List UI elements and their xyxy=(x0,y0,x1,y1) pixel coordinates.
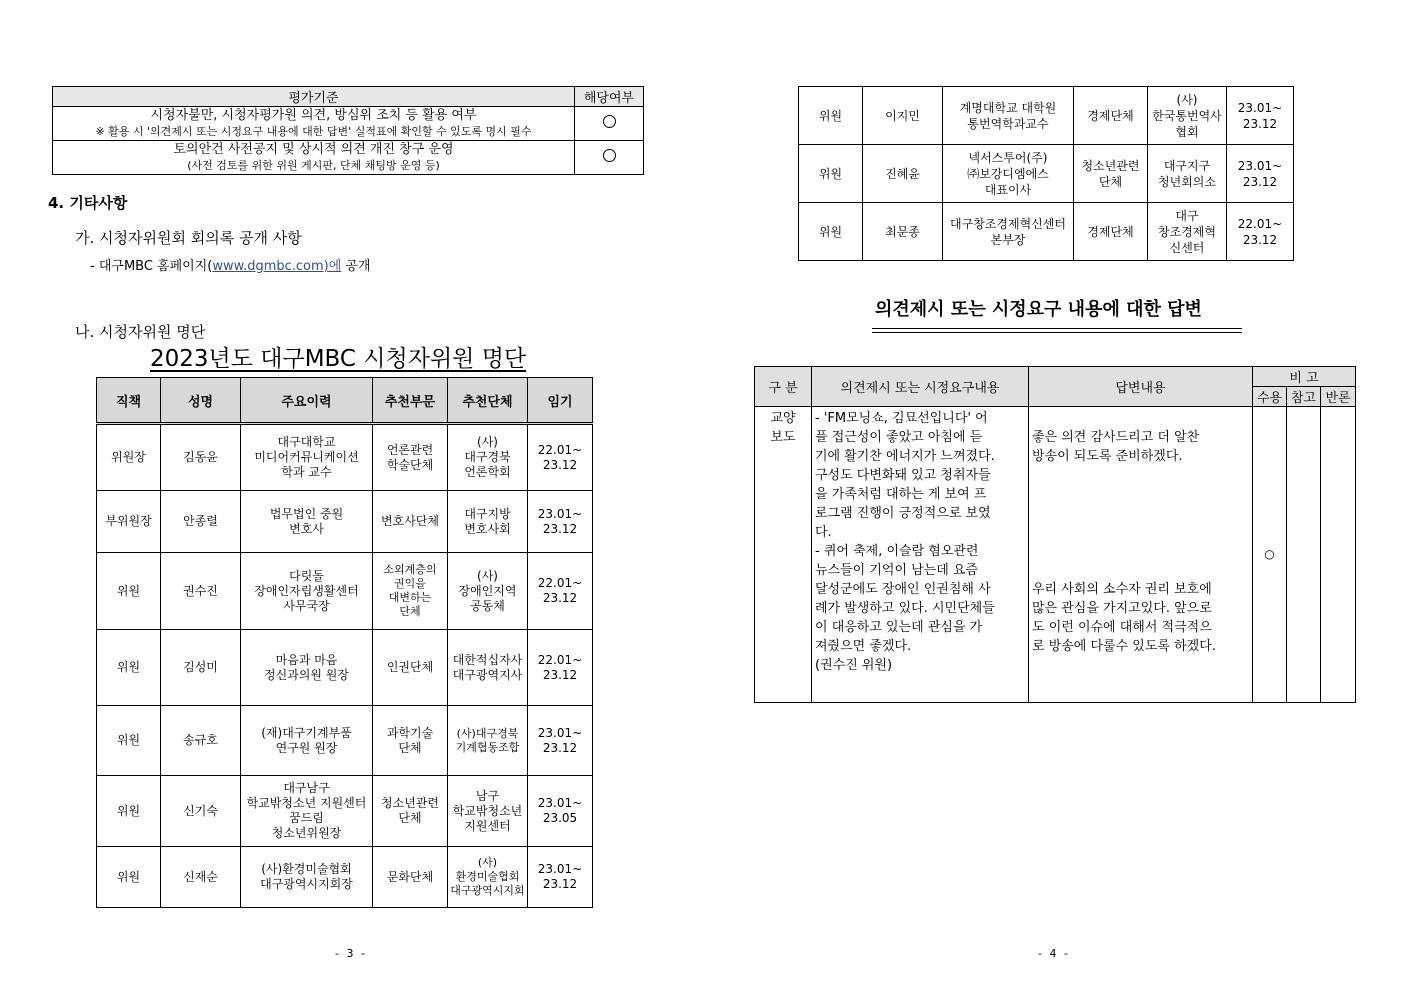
org-cell xyxy=(1148,203,1227,261)
cell-line: 구성도 다변화돼 있고 청취자들 xyxy=(815,468,991,483)
term-cell xyxy=(1227,203,1294,261)
cell-line: 남구 xyxy=(475,788,500,803)
homepage-item xyxy=(90,255,371,274)
cell-line: 대구광역시지회 xyxy=(450,884,525,897)
cell-line xyxy=(1032,504,1249,523)
roster-row xyxy=(799,145,1294,203)
cell-line: 다릿돌 xyxy=(289,568,324,583)
cell-line: 22.01~ xyxy=(537,652,583,667)
cell-line: 23.12 xyxy=(1242,174,1278,189)
roster-row xyxy=(97,553,593,630)
cell-line: 달성군에도 장애인 인권침해 사 xyxy=(815,582,991,597)
cell-line: 장애인지역 xyxy=(458,583,517,598)
role-cell: 위원 xyxy=(799,203,863,261)
header-accept: 수용 xyxy=(1253,387,1287,407)
term-cell xyxy=(1227,87,1294,145)
roster-row xyxy=(799,87,1294,145)
cell-line: 단체 xyxy=(398,811,422,825)
org-cell xyxy=(448,553,528,630)
term-cell xyxy=(528,553,593,630)
cell-line: (사)대구경북 xyxy=(456,726,519,740)
circle-mark-icon xyxy=(603,149,616,162)
cell-line: 한국통번역사 xyxy=(1152,108,1222,123)
cell-line: (사) xyxy=(477,435,498,449)
category-cell xyxy=(755,407,812,703)
header-role: 직책 xyxy=(97,378,161,424)
name-cell: 최문종 xyxy=(863,203,943,261)
committee-roster-table xyxy=(96,377,593,908)
cell-line: 대표이사 xyxy=(984,182,1032,197)
evaluation-criteria-table xyxy=(52,86,644,175)
header-answer: 답변내용 xyxy=(1029,367,1253,407)
cell-line: 학과 교수 xyxy=(281,465,332,479)
role-cell: 위원 xyxy=(97,706,161,776)
cell-line xyxy=(1032,485,1249,504)
org-cell xyxy=(448,847,528,908)
accept-mark: ○ xyxy=(1264,547,1275,561)
name-cell: 신기숙 xyxy=(161,776,241,847)
roster-row xyxy=(97,424,593,491)
header-remark: 비 고 xyxy=(1253,367,1356,387)
cell-line: 대구광역지사 xyxy=(452,667,523,682)
cell-line: 본부장 xyxy=(990,232,1026,247)
sector-cell xyxy=(373,706,448,776)
category-line: 교양 xyxy=(770,411,796,426)
sector-cell xyxy=(373,847,448,908)
cell-line: 대한적십자사 xyxy=(452,652,523,667)
header-career: 주요이력 xyxy=(241,378,373,424)
roster-row xyxy=(97,847,593,908)
sector-cell xyxy=(373,491,448,553)
cell-line: 소외계층의 xyxy=(383,563,437,576)
sector-cell xyxy=(1074,203,1148,261)
cell-line: 계명대학교 대학원 xyxy=(959,100,1057,115)
cell-line: 경제단체 xyxy=(1087,108,1134,123)
cell-line: 청년회의소 xyxy=(1158,174,1216,189)
cell-line: 좋은 의견 감사드리고 더 알찬 xyxy=(1032,430,1200,445)
cell-line: 많은 관심을 가지고있다. 앞으로 xyxy=(1032,601,1212,616)
header-category: 구 분 xyxy=(755,367,812,407)
name-cell: 신재순 xyxy=(161,847,241,908)
term-cell xyxy=(528,630,593,706)
cell-line: 23.01~ xyxy=(1237,100,1283,115)
cell-line: 플 접근성이 좋았고 아침에 듣 xyxy=(815,430,983,445)
answer-cell xyxy=(1029,407,1253,703)
cell-line: 23.01~ xyxy=(537,506,583,521)
cell-line: 경제단체 xyxy=(1087,224,1134,239)
role-cell: 부위원장 xyxy=(97,491,161,553)
roster-row xyxy=(799,203,1294,261)
name-cell: 송규호 xyxy=(161,706,241,776)
role-cell: 위원 xyxy=(97,553,161,630)
role-cell: 위원 xyxy=(799,87,863,145)
term-cell xyxy=(1227,145,1294,203)
cell-line: 단체 xyxy=(398,740,422,755)
cell-line: 져줬으면 좋겠다. xyxy=(815,639,912,654)
roster-row xyxy=(97,706,593,776)
header-opinion: 의견제시 또는 시정요구내용 xyxy=(812,367,1029,407)
career-cell xyxy=(943,145,1074,203)
cell-line: 23.01~ xyxy=(537,796,583,810)
role-cell: 위원 xyxy=(97,776,161,847)
cell-line: 23.01~ xyxy=(1237,158,1283,173)
sector-cell xyxy=(1074,87,1148,145)
cell-line: 학교밖청소년 xyxy=(452,803,523,818)
cell-line: 23.12 xyxy=(542,740,578,755)
term-cell xyxy=(528,706,593,776)
cell-line: (권수진 위원) xyxy=(815,658,893,673)
cell-line: 23.12 xyxy=(542,457,578,472)
section-heading: 4. 기타사항 xyxy=(48,194,128,212)
career-cell xyxy=(241,630,373,706)
opinion-cell xyxy=(812,407,1029,703)
cell-line: 장애인자립생활센터 xyxy=(254,583,359,598)
cell-line: 단체 xyxy=(399,605,421,618)
cell-line: 학술단체 xyxy=(386,457,434,472)
cell-line: 협회 xyxy=(1175,124,1199,139)
cell-line: 23.01~ xyxy=(537,862,583,876)
name-cell: 김동윤 xyxy=(161,424,241,491)
opinion-answer-table xyxy=(754,366,1356,703)
cell-line: 지원센터 xyxy=(464,818,511,833)
cell-line: (사) xyxy=(1176,92,1198,107)
role-cell: 위원 xyxy=(799,145,863,203)
cell-line: 23.12 xyxy=(1242,116,1278,131)
cell-line: 방송이 되도록 준비하겠다. xyxy=(1032,449,1183,464)
cell-line: 변호사회 xyxy=(464,521,511,536)
term-cell xyxy=(528,847,593,908)
cell-line: 22.01~ xyxy=(537,576,583,590)
org-cell xyxy=(448,491,528,553)
cell-line: 23.05 xyxy=(542,811,578,825)
cell-line xyxy=(1032,466,1249,485)
cell-line: 뉴스들이 기억이 남는데 요즘 xyxy=(815,563,979,578)
homepage-link[interactable]: www.dgmbc.com)에 xyxy=(212,259,342,274)
cell-line: 문화단체 xyxy=(386,869,434,884)
title-underline xyxy=(872,328,1242,333)
page-number-left: - 3 - xyxy=(335,947,367,960)
sector-cell xyxy=(373,630,448,706)
cell-line: 공동체 xyxy=(470,598,505,613)
cell-line: 다. xyxy=(815,525,832,540)
cell-line: 대구지구 xyxy=(1163,158,1211,173)
term-cell xyxy=(528,491,593,553)
category-line: 보도 xyxy=(770,430,796,445)
criteria-row xyxy=(53,107,644,141)
cell-line: (재)대구기계부품 xyxy=(261,725,352,740)
cell-line: 넥서스투어(주) xyxy=(968,150,1048,165)
cell-line: 사무국장 xyxy=(283,598,330,613)
cell-line xyxy=(1032,542,1249,561)
cell-line: 대구광역시지회장 xyxy=(260,877,353,891)
role-cell: 위원 xyxy=(97,847,161,908)
cell-line: 23.12 xyxy=(542,591,578,605)
cell-line: 과학기술 xyxy=(386,725,434,740)
criteria-text: 시청자불만, 시청자평가원 의견, 방심위 조치 등 활용 여부 xyxy=(150,107,477,123)
name-cell: 권수진 xyxy=(161,553,241,630)
cell-line: 23.12 xyxy=(1242,232,1278,247)
cell-line: 22.01~ xyxy=(1237,216,1283,231)
cell-line: ㈜보강디엠에스 xyxy=(967,166,1049,181)
cell-line: 통번역학과교수 xyxy=(967,116,1049,131)
header-sector: 추천부문 xyxy=(373,378,448,424)
item-prefix: - 대구MBC 홈페이지( xyxy=(90,259,213,274)
cell-line: 꿈드림 xyxy=(289,811,324,825)
cell-line xyxy=(1032,409,1249,428)
applicable-cell xyxy=(575,107,644,141)
roster-row xyxy=(97,630,593,706)
cell-line: 도 이런 이슈에 대해서 적극적으 xyxy=(1032,620,1212,635)
career-cell xyxy=(943,203,1074,261)
criteria-cell xyxy=(53,141,575,175)
cell-line: 23.01~ xyxy=(537,725,583,740)
sector-cell xyxy=(373,424,448,491)
criteria-header: 평가기준 xyxy=(53,87,575,107)
roster-row xyxy=(97,491,593,553)
criteria-note: (사전 검토를 위한 위원 게시판, 단체 채팅방 운영 등) xyxy=(187,158,440,172)
cell-line: 22.01~ xyxy=(537,442,583,457)
cell-line: 대구 xyxy=(1175,208,1199,223)
answer-row xyxy=(755,407,1356,703)
career-cell xyxy=(241,553,373,630)
cell-line: 미디어커뮤니케이션 xyxy=(254,450,359,464)
name-cell: 안종렬 xyxy=(161,491,241,553)
cell-line: 청소년위원장 xyxy=(271,826,342,840)
sector-cell xyxy=(373,776,448,847)
cell-line: 대구경북 xyxy=(464,450,511,464)
org-cell xyxy=(448,706,528,776)
cell-line: 기계협동조합 xyxy=(455,740,520,754)
org-cell xyxy=(1148,87,1227,145)
sector-cell xyxy=(373,553,448,630)
cell-line: (사) xyxy=(477,568,498,583)
term-cell xyxy=(528,424,593,491)
subsection-na: 나. 시청자위원 명단 xyxy=(75,323,206,341)
term-cell xyxy=(528,776,593,847)
cell-line: 로그램 진행이 긍정적으로 보였 xyxy=(815,506,991,521)
career-cell xyxy=(241,424,373,491)
header-name: 성명 xyxy=(161,378,241,424)
roster-row xyxy=(97,776,593,847)
cell-line: 단체 xyxy=(1098,174,1123,189)
reference-cell xyxy=(1287,407,1321,703)
cell-line xyxy=(1032,523,1249,542)
cell-line: 우리 사회의 소수자 권리 보호에 xyxy=(1032,582,1212,597)
cell-line xyxy=(1032,561,1249,580)
roster-title: 2023년도 대구MBC 시청자위원 명단 xyxy=(150,346,527,372)
career-cell xyxy=(943,87,1074,145)
cell-line: 인권단체 xyxy=(386,660,434,674)
cell-line: 23.12 xyxy=(542,877,578,891)
applicable-cell xyxy=(575,141,644,175)
cell-line: 이 대응하고 있는데 관심을 가 xyxy=(815,620,983,635)
cell-line: 청소년관련 xyxy=(381,796,439,810)
cell-line: 마음과 마음 xyxy=(275,652,338,667)
header-term: 임기 xyxy=(528,378,593,424)
org-cell xyxy=(448,630,528,706)
cell-line: - 퀴어 축제, 이슬람 혐오관련 xyxy=(815,544,979,559)
circle-mark-icon xyxy=(603,115,616,128)
cell-line: 대구창조경제혁신센터 xyxy=(950,216,1066,231)
cell-line: 환경미술협회 xyxy=(455,870,520,883)
cell-line: 로 방송에 다룰수 있도록 하겠다. xyxy=(1032,639,1216,654)
org-cell xyxy=(448,424,528,491)
subsection-ga: 가. 시청자위원회 회의록 공개 사항 xyxy=(75,229,302,247)
cell-line: 학교밖청소년 지원센터 xyxy=(246,796,367,810)
cell-line: (사)환경미술협회 xyxy=(261,862,352,876)
header-org: 추천단체 xyxy=(448,378,528,424)
career-cell xyxy=(241,847,373,908)
cell-line: 대변하는 xyxy=(388,591,432,604)
page-number-right: - 4 - xyxy=(1038,947,1070,960)
name-cell: 진혜윤 xyxy=(863,145,943,203)
cell-line: 23.12 xyxy=(542,667,578,682)
role-cell: 위원장 xyxy=(97,424,161,491)
cell-line: 언론관련 xyxy=(386,442,434,457)
career-cell xyxy=(241,491,373,553)
career-cell xyxy=(241,706,373,776)
role-cell: 위원 xyxy=(97,630,161,706)
cell-line: 변호사단체 xyxy=(381,514,439,528)
committee-roster-table-continued xyxy=(798,86,1294,261)
cell-line: (사) xyxy=(477,856,498,869)
cell-line: 신센터 xyxy=(1169,240,1205,255)
applicable-header: 해당여부 xyxy=(575,87,644,107)
cell-line: 례가 발생하고 있다. 시민단체들 xyxy=(815,601,995,616)
cell-line: - 'FM모닝쇼, 김묘선입니다' 어 xyxy=(815,411,988,426)
reject-cell xyxy=(1321,407,1356,703)
cell-line: 대구대학교 xyxy=(277,435,336,449)
org-cell xyxy=(1148,145,1227,203)
header-reject: 반론 xyxy=(1321,387,1356,407)
career-cell xyxy=(241,776,373,847)
name-cell: 이지민 xyxy=(863,87,943,145)
criteria-text: 토의안건 사전공지 및 상시적 의견 개진 창구 운영 xyxy=(173,141,454,157)
cell-line: 대구남구 xyxy=(283,781,330,795)
cell-line: 청소년관련 xyxy=(1081,158,1140,173)
accept-cell xyxy=(1253,407,1287,703)
cell-line: 창조경제혁 xyxy=(1158,224,1216,239)
criteria-row xyxy=(53,141,644,175)
cell-line: 연구원 원장 xyxy=(275,740,338,755)
name-cell: 김성미 xyxy=(161,630,241,706)
sector-cell xyxy=(1074,145,1148,203)
header-reference: 참고 xyxy=(1287,387,1321,407)
cell-line: 변호사 xyxy=(289,521,324,536)
cell-line: 23.12 xyxy=(542,521,578,536)
cell-line: 정신과의원 원장 xyxy=(264,667,349,682)
cell-line: 언론학회 xyxy=(464,465,511,479)
cell-line: 을 가족처럼 대하는 게 보여 프 xyxy=(815,487,987,502)
answer-title: 의견제시 또는 시정요구 내용에 대한 답변 xyxy=(875,299,1202,320)
cell-line: 기에 활기찬 에너지가 느껴졌다. xyxy=(815,449,995,464)
criteria-note: ※ 활용 시 '의견제시 또는 시정요구 내용에 대한 답변' 실적표에 확인할 수 있도록 명시 필수 xyxy=(95,124,532,138)
cell-line: 법무법인 중원 xyxy=(269,506,344,521)
criteria-cell xyxy=(53,107,575,141)
item-suffix: 공개 xyxy=(341,259,371,274)
cell-line: 대구지방 xyxy=(464,506,511,521)
cell-line: 권익을 xyxy=(394,577,426,590)
org-cell xyxy=(448,776,528,847)
